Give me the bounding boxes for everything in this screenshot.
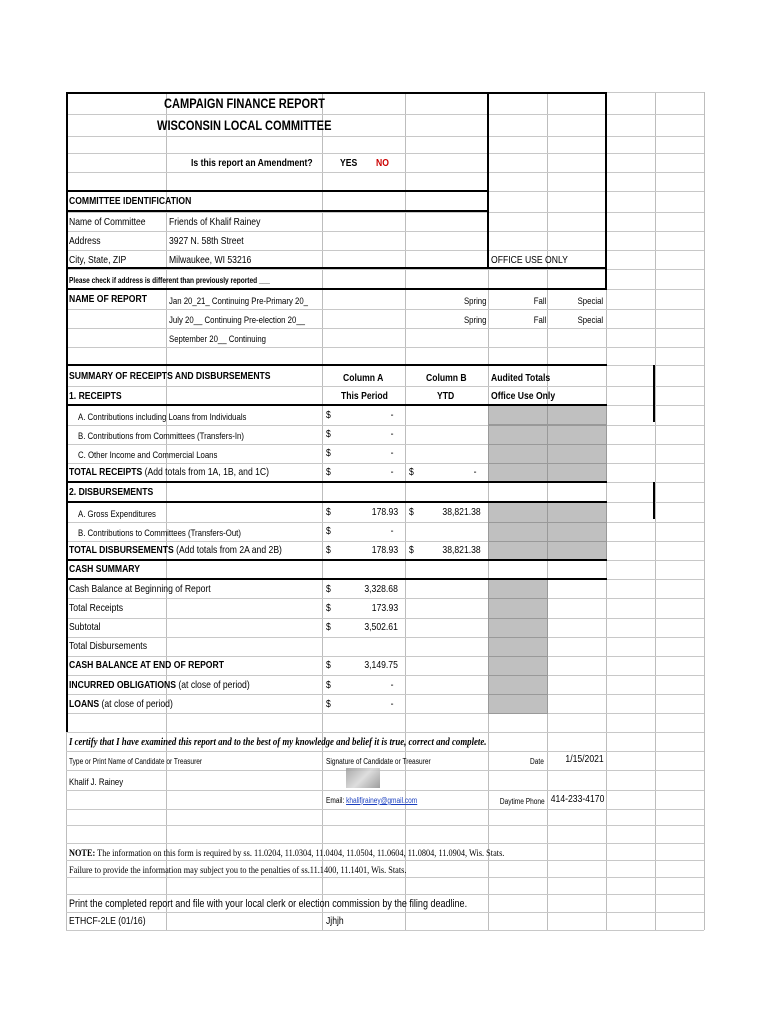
summary-section-label: SUMMARY OF RECEIPTS AND DISBURSEMENTS xyxy=(69,370,271,382)
loans-label: LOANS xyxy=(69,698,100,710)
audited-totals-header: Audited Totals xyxy=(491,372,551,384)
report-period-row-2[interactable]: July 20__ Continuing Pre-election 20__ xyxy=(169,315,305,326)
total-receipts-col-b[interactable]: - xyxy=(473,466,476,478)
amendment-no[interactable]: NO xyxy=(376,157,389,169)
office-use-cell xyxy=(547,425,607,445)
total-disbursements-label: TOTAL DISBURSEMENTS xyxy=(69,544,174,556)
signature-label: Signature of Candidate or Treasurer xyxy=(326,757,431,766)
currency-sign: $ xyxy=(409,466,414,478)
currency-sign: $ xyxy=(326,621,331,633)
address-label: Address xyxy=(69,235,101,247)
office-use-cell xyxy=(547,541,607,561)
column-b-header: Column B xyxy=(426,372,467,384)
address-value[interactable]: 3927 N. 58th Street xyxy=(169,235,244,247)
city-label: City, State, ZIP xyxy=(69,254,127,266)
spring-option[interactable]: Spring xyxy=(463,296,486,307)
receipts-label: 1. RECEIPTS xyxy=(69,390,122,402)
cash-receipts-label: Total Receipts xyxy=(69,602,124,614)
phone-value[interactable]: 414-233-4170 xyxy=(550,793,604,805)
city-value[interactable]: Milwaukee, WI 53216 xyxy=(169,254,252,266)
receipts-a-label: A. Contributions including Loans from Individuals xyxy=(78,412,247,423)
office-use-cell xyxy=(488,463,548,483)
email-link[interactable]: khalifjrainey@gmail.com xyxy=(346,796,418,805)
office-use-only: OFFICE USE ONLY xyxy=(491,254,568,266)
currency-sign: $ xyxy=(326,583,331,595)
column-a-subheader: This Period xyxy=(341,390,388,402)
note-row xyxy=(69,848,504,859)
disbursements-a-col-b[interactable]: 38,821.38 xyxy=(442,506,481,518)
currency-sign: $ xyxy=(326,659,331,671)
currency-sign: $ xyxy=(326,544,331,556)
office-use-cell xyxy=(547,405,607,425)
currency-sign: $ xyxy=(409,506,414,518)
total-receipts-label: TOTAL RECEIPTS xyxy=(69,466,143,478)
amendment-yes[interactable]: YES xyxy=(340,157,358,169)
office-use-cell xyxy=(488,618,548,638)
currency-sign: $ xyxy=(326,506,331,518)
spring-option-2[interactable]: Spring xyxy=(463,315,486,326)
email-row xyxy=(326,796,417,806)
office-use-cell xyxy=(488,444,548,464)
currency-sign: $ xyxy=(326,679,331,691)
office-use-cell xyxy=(488,675,548,695)
currency-sign: $ xyxy=(326,698,331,710)
certification-statement: I certify that I have examined this report and to the best of my knowledge and belief it is true, correct and complete. xyxy=(69,737,487,748)
column-b-subheader: YTD xyxy=(437,390,455,402)
date-value[interactable]: 1/15/2021 xyxy=(565,753,604,765)
office-use-cell xyxy=(547,444,607,464)
receipts-b-col-a[interactable]: - xyxy=(390,428,393,440)
email-label: Email: xyxy=(326,796,345,805)
total-disbursements-col-b[interactable]: 38,821.38 xyxy=(442,544,481,556)
cash-subtotal-label: Subtotal xyxy=(69,621,101,633)
office-use-cell xyxy=(488,579,548,599)
currency-sign: $ xyxy=(326,525,331,537)
column-a-header: Column A xyxy=(343,372,384,384)
printed-name-value[interactable]: Khalif J. Rainey xyxy=(69,777,124,788)
committee-name-value[interactable]: Friends of Khalif Rainey xyxy=(169,216,261,228)
office-use-cell xyxy=(547,463,607,483)
fall-option[interactable]: Fall xyxy=(533,296,546,307)
receipts-b-label: B. Contributions from Committees (Transfers-In) xyxy=(78,431,244,442)
office-use-cell xyxy=(488,656,548,676)
signature-image[interactable] xyxy=(346,768,380,788)
cash-end-label: CASH BALANCE AT END OF REPORT xyxy=(69,659,224,671)
disbursements-label: 2. DISBURSEMENTS xyxy=(69,486,154,498)
total-disbursements-col-a[interactable]: 178.93 xyxy=(371,544,398,556)
committee-name-label: Name of Committee xyxy=(69,216,146,228)
printed-name-label: Type or Print Name of Candidate or Treasurer xyxy=(69,757,203,766)
office-use-cell xyxy=(488,425,548,445)
incurred-obligations-note: (at close of period) xyxy=(175,679,250,691)
address-change-check[interactable]: Please check if address is different than previously reported ___ xyxy=(69,276,270,285)
disbursements-b-col-a[interactable]: - xyxy=(390,525,393,537)
special-option[interactable]: Special xyxy=(577,296,603,307)
disbursements-a-label: A. Gross Expenditures xyxy=(78,509,156,520)
cash-subtotal-value[interactable]: 3,502.61 xyxy=(364,621,398,633)
committee-section-label: COMMITTEE IDENTIFICATION xyxy=(69,195,192,207)
receipts-c-col-a[interactable]: - xyxy=(390,447,393,459)
loans-value[interactable]: - xyxy=(390,698,393,710)
office-use-cell xyxy=(488,522,548,542)
date-label: Date xyxy=(530,757,544,766)
office-use-cell xyxy=(488,598,548,619)
currency-sign: $ xyxy=(409,544,414,556)
total-receipts-col-a[interactable]: - xyxy=(390,466,393,478)
cash-summary-label: CASH SUMMARY xyxy=(69,563,140,575)
note-label: NOTE: xyxy=(69,848,96,858)
currency-sign: $ xyxy=(326,466,331,478)
cash-beginning-label: Cash Balance at Beginning of Report xyxy=(69,583,211,595)
disbursements-a-col-a[interactable]: 178.93 xyxy=(371,506,398,518)
total-receipts-note: (Add totals from 1A, 1B, and 1C) xyxy=(142,466,270,478)
cash-receipts-value[interactable]: 173.93 xyxy=(371,602,398,614)
report-title: CAMPAIGN FINANCE REPORT xyxy=(164,96,325,111)
incurred-obligations-row xyxy=(69,679,250,692)
failure-text: Failure to provide the information may subject you to the penalties of ss.11.1400, 11.1401, Wis. Stats. xyxy=(69,865,407,875)
report-period-row-3[interactable]: September 20__ Continuing xyxy=(169,334,267,345)
currency-sign: $ xyxy=(326,602,331,614)
receipts-c-label: C. Other Income and Commercial Loans xyxy=(78,450,218,461)
receipts-a-col-a[interactable]: - xyxy=(390,409,393,421)
office-use-cell xyxy=(547,502,607,523)
incurred-obligations-value[interactable]: - xyxy=(390,679,393,691)
loans-row xyxy=(69,698,173,711)
total-receipts-row xyxy=(69,466,269,479)
total-disbursements-note: (Add totals from 2A and 2B) xyxy=(173,544,282,556)
report-period-row-1[interactable]: Jan 20_21_ Continuing Pre-Primary 20_ xyxy=(169,296,309,307)
cash-beginning-value[interactable]: 3,328.68 xyxy=(364,583,398,595)
cash-end-value[interactable]: 3,149.75 xyxy=(364,659,398,671)
audited-totals-subheader: Office Use Only xyxy=(491,390,556,402)
currency-sign: $ xyxy=(326,428,331,440)
currency-sign: $ xyxy=(326,409,331,421)
office-use-cell xyxy=(488,502,548,523)
currency-sign: $ xyxy=(326,447,331,459)
total-disbursements-row xyxy=(69,544,282,557)
note-text: The information on this form is required by ss. 11.0204, 11.0304, 11.0404, 11.0504, 11.0604, 11.0804, 11.0904, Wis. Stats. xyxy=(95,848,505,858)
incurred-obligations-label: INCURRED OBLIGATIONS xyxy=(69,679,176,691)
special-option-2[interactable]: Special xyxy=(577,315,603,326)
office-use-cell xyxy=(547,522,607,542)
phone-label: Daytime Phone xyxy=(500,797,545,806)
form-id: ETHCF-2LE (01/16) xyxy=(69,915,146,927)
amendment-question: Is this report an Amendment? xyxy=(191,157,313,169)
office-use-cell xyxy=(488,541,548,561)
cash-disbursements-label: Total Disbursements xyxy=(69,640,148,652)
report-name-label: NAME OF REPORT xyxy=(69,293,147,305)
office-use-cell xyxy=(488,405,548,425)
extra-cell-text[interactable]: Jjhjh xyxy=(326,915,344,927)
fall-option-2[interactable]: Fall xyxy=(533,315,546,326)
office-use-cell xyxy=(488,637,548,657)
loans-note: (at close of period) xyxy=(99,698,173,710)
report-subtitle: WISCONSIN LOCAL COMMITTEE xyxy=(157,118,332,133)
office-use-cell xyxy=(488,694,548,714)
disbursements-b-label: B. Contributions to Committees (Transfers-Out) xyxy=(78,528,241,539)
filing-instructions: Print the completed report and file with your local clerk or election commission by the filing deadline. xyxy=(69,898,468,910)
